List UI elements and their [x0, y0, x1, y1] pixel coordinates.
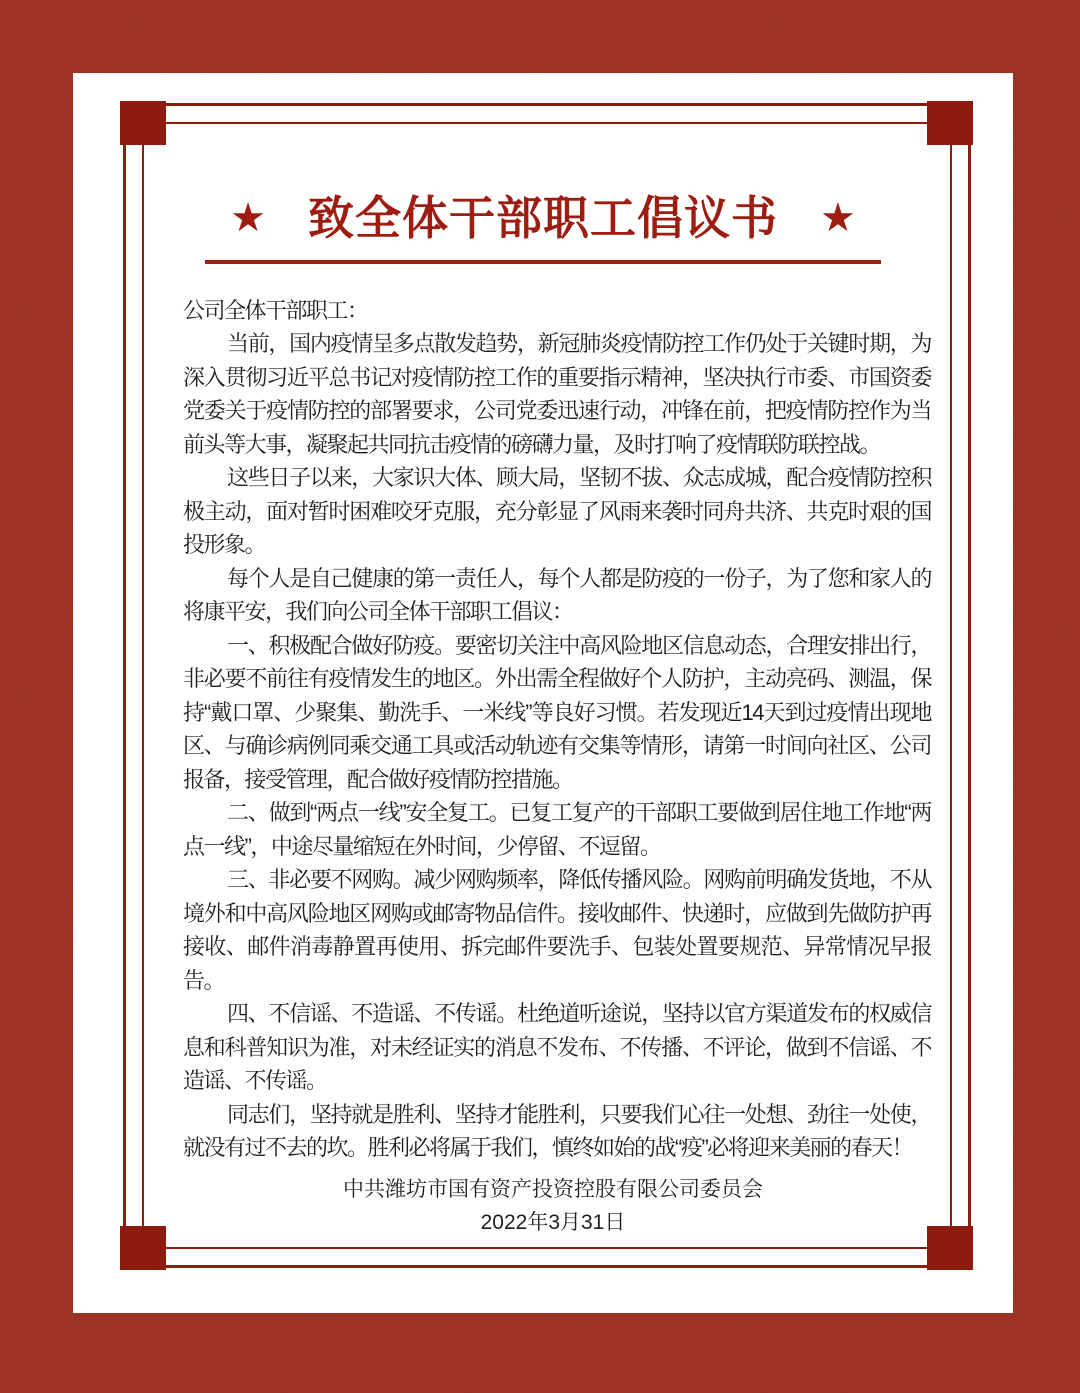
paragraph: 同志们，坚持就是胜利、坚持才能胜利，只要我们心往一处想、劲往一处使，就没有过不去的坎。胜利必将属于我们，慎终如始的战“疫”必将迎来美丽的春天！ [183, 1101, 931, 1161]
corner-square-bottom-left [120, 1226, 166, 1270]
star-icon: ★ [820, 196, 856, 241]
paragraph-list [183, 327, 931, 1165]
paragraph: 这些日子以来，大家识大体、顾大局，坚韧不拔、众志成城，配合疫情防控积极主动，面对暂时困难咬牙克服，充分彰显了风雨来袭时同舟共济、共克时艰的国投形象。 [183, 465, 931, 558]
signature-date: 2022年3月31日 [480, 1210, 626, 1234]
signature-block [343, 1173, 763, 1239]
paragraph: 一、积极配合做好防疫。要密切关注中高风险地区信息动态，合理安排出行，非必要不前往有疫情发生的地区。外出需全程做好个人防护，主动亮码、测温，保持“戴口罩、少聚集、勤洗手、一米线”等良好习惯。若发现近14天到过疫情出现地区、与确诊病例同乘交通工具或活动轨迹有交集等情形，请第一时间向社区、公司报备，接受管理，配合做好疫情防控措施。 [183, 632, 931, 792]
corner-square-top-left [120, 101, 166, 145]
letter-body [183, 294, 931, 1239]
title-underline [205, 260, 881, 264]
signature-organization: 中共潍坊市国有资产投资控股有限公司委员会 [343, 1177, 763, 1201]
paragraph: 四、不信谣、不造谣、不传谣。杜绝道听途说，坚持以官方渠道发布的权威信息和科普知识为准，对未经证实的消息不发布、不传播、不评论，做到不信谣、不造谣、不传谣。 [183, 1001, 931, 1094]
title-row [73, 193, 1013, 244]
paragraph: 每个人是自己健康的第一责任人，每个人都是防疫的一份子，为了您和家人的将康平安，我们向公司全体干部职工倡议： [183, 565, 931, 625]
corner-square-top-right [927, 101, 973, 145]
page-title: 致全体干部职工倡议书 [308, 192, 778, 244]
star-icon: ★ [230, 196, 266, 241]
salutation: 公司全体干部职工： [183, 297, 368, 323]
corner-square-bottom-right [927, 1226, 973, 1270]
paragraph: 二、做到“两点一线”安全复工。已复工复产的干部职工要做到居住地工作地“两点一线”，中途尽量缩短在外时间，少停留、不逗留。 [183, 800, 931, 859]
letter-card [73, 73, 1013, 1313]
paragraph: 三、非必要不网购。减少网购频率，降低传播风险。网购前明确发货地，不从境外和中高风险地区网购或邮寄物品信件。接收邮件、快递时，应做到先做防护再接收、邮件消毒静置再使用、拆完邮件要洗手、包装处置要规范、异常情况早报告。 [183, 867, 931, 993]
paragraph: 当前，国内疫情呈多点散发趋势，新冠肺炎疫情防控工作仍处于关键时期，为深入贯彻习近平总书记对疫情防控工作的重要指示精神，坚决执行市委、市国资委党委关于疫情防控的部署要求，公司党委迅速行动，冲锋在前，把疫情防控作为当前头等大事，凝聚起共同抗击疫情的磅礴力量，及时打响了疫情联防联控战。 [183, 331, 931, 457]
